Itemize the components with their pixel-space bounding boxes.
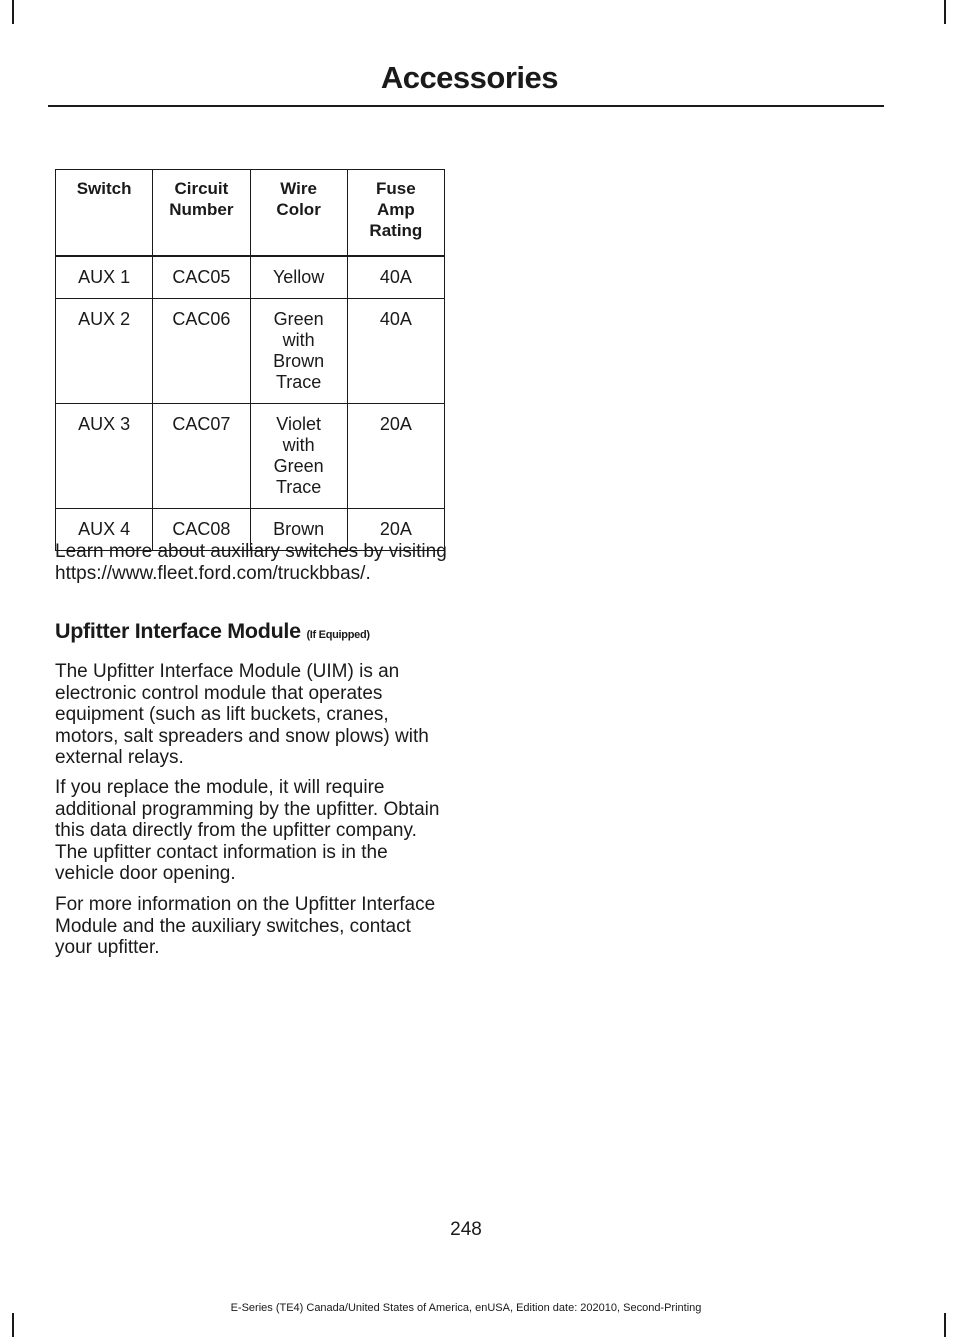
page-title: Accessories	[380, 60, 558, 95]
table-cell: CAC06	[153, 299, 250, 404]
table-cell: CAC08	[153, 509, 250, 551]
table-cell: AUX 4	[56, 509, 153, 551]
fuse-table	[55, 169, 445, 551]
table-cell: 20A	[347, 509, 444, 551]
table-header-row	[56, 170, 445, 257]
section-heading	[55, 619, 370, 644]
page-number: 248	[450, 1219, 482, 1240]
table-row	[56, 404, 445, 509]
table-cell: CAC05	[153, 256, 250, 299]
table-cell: 40A	[347, 299, 444, 404]
learn-more-paragraph: Learn more about auxiliary switches by visiting https://www.fleet.ford.com/truckbbas/.	[55, 541, 447, 584]
paragraph-replace-module: If you replace the module, it will require additional programming by the upfitter. Obtain this data directly from the upfitter company. The upfitter contact information is in the vehicle door opening.	[55, 777, 440, 884]
section-heading-suffix: (If Equipped)	[306, 629, 370, 641]
table-cell: AUX 2	[56, 299, 153, 404]
table-cell: Violet with Green Trace	[250, 404, 347, 509]
table-cell: 20A	[347, 404, 444, 509]
column-header-wire-color: Wire Color	[250, 170, 347, 257]
column-header-switch: Switch	[56, 170, 153, 257]
crop-mark-bottom-right	[944, 1313, 946, 1337]
table-cell: 40A	[347, 256, 444, 299]
column-header-fuse-amp-rating: Fuse Amp Rating	[347, 170, 444, 257]
crop-mark-bottom-left	[12, 1313, 14, 1337]
column-header-circuit-number: Circuit Number	[153, 170, 250, 257]
section-heading-text: Upfitter Interface Module	[55, 619, 301, 643]
table-row	[56, 299, 445, 404]
footer-edition-info: E-Series (TE4) Canada/United States of America, enUSA, Edition date: 202010, Second-Printing	[230, 1302, 702, 1314]
crop-mark-top-left	[12, 0, 14, 24]
table-cell: Brown	[250, 509, 347, 551]
table-cell: Yellow	[250, 256, 347, 299]
paragraph-uim-description: The Upfitter Interface Module (UIM) is an electronic control module that operates equipment (such as lift buckets, cranes, motors, salt spreaders and snow plows) with external relays.	[55, 661, 429, 768]
table-cell: AUX 3	[56, 404, 153, 509]
crop-mark-top-right	[944, 0, 946, 24]
table-cell: Green with Brown Trace	[250, 299, 347, 404]
table-cell: CAC07	[153, 404, 250, 509]
table-cell: AUX 1	[56, 256, 153, 299]
paragraph-more-information: For more information on the Upfitter Interface Module and the auxiliary switches, contact your upfitter.	[55, 894, 436, 958]
header-rule	[48, 105, 884, 107]
table-row	[56, 256, 445, 299]
